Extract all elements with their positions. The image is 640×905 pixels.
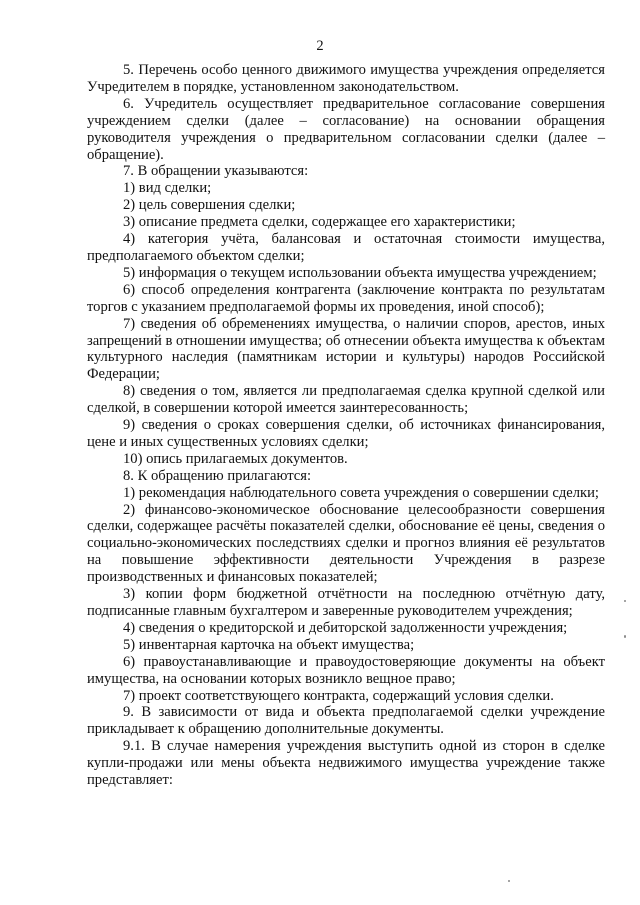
paragraph: 3) копии форм бюджетной отчётности на последнюю отчётную дату, подписанные главным бухгалтером и заверенные руководителем учреждения; bbox=[87, 586, 605, 619]
paragraph: 8) сведения о том, является ли предполагаемая сделка крупной сделкой или сделкой, в совершении которой имеется заинтересованность; bbox=[87, 383, 605, 417]
paragraph: 6. Учредитель осуществляет предварительное согласование совершения учреждением сделки (далее – согласование) на основании обращения руководителя учреждения о предварительном согласовании сделки (далее – обращение). bbox=[87, 95, 605, 163]
paragraph: 9) сведения о сроках совершения сделки, об источниках финансирования, цене и иных существенных условиях сделки; bbox=[87, 417, 605, 450]
paragraph: 7. В обращении указываются: bbox=[123, 163, 309, 180]
paragraph: 3) описание предмета сделки, содержащее его характеристики; bbox=[123, 214, 516, 231]
paragraph: 7) проект соответствующего контракта, содержащий условия сделки. bbox=[123, 687, 554, 704]
paragraph: 2) цель совершения сделки; bbox=[123, 197, 296, 214]
paragraph: 6) способ определения контрагента (заключение контракта по результатам торгов с указанием предполагаемой формы их проведения, иной способ); bbox=[87, 281, 605, 315]
paragraph: 2) финансово-экономическое обоснование целесообразности совершения сделки, содержащее расчёты показателей сделки, обоснование её цены, сведения о социально-экономических последствиях сделки и прогноз влияния её результатов на повышение эффективности деятельности Учреждения в разрезе производственных и финансовых показателей; bbox=[87, 501, 605, 586]
paragraph: 5. Перечень особо ценного движимого имущества учреждения определяется Учредителем в порядке, установленном законодательством. bbox=[87, 62, 605, 95]
paragraph: 9.1. В случае намерения учреждения выступить одной из сторон в сделке купли-продажи или мены объекта недвижимого имущества учреждение также представляет: bbox=[87, 738, 605, 789]
paragraph: 5) инвентарная карточка на объект имущества; bbox=[123, 636, 415, 653]
paragraph: 1) вид сделки; bbox=[123, 180, 212, 197]
scan-speck bbox=[624, 600, 626, 602]
paragraph: 1) рекомендация наблюдательного совета учреждения о совершении сделки; bbox=[123, 484, 599, 501]
paragraph: 7) сведения об обременениях имущества, о наличии споров, арестов, иных запрещений в отношении имущества; об отнесении объекта имущества к объектам культурного наследия (памятникам истории и культуры) народов Российской Федерации; bbox=[87, 315, 605, 383]
scan-speck bbox=[624, 635, 626, 638]
paragraph: 9. В зависимости от вида и объекта предполагаемой сделки учреждение прикладывает к обращению дополнительные документы. bbox=[87, 704, 605, 738]
page-number: 2 bbox=[316, 38, 324, 54]
paragraph: 10) опись прилагаемых документов. bbox=[123, 450, 348, 467]
paragraph: 4) категория учёта, балансовая и остаточная стоимости имущества, предполагаемого объектом сделки; bbox=[87, 231, 605, 264]
paragraph: 4) сведения о кредиторской и дебиторской задолженности учреждения; bbox=[123, 619, 568, 636]
scan-speck bbox=[508, 880, 510, 882]
document-body bbox=[87, 62, 605, 789]
paragraph: 6) правоустанавливающие и правоудостоверяющие документы на объект имущества, на основании которых возникло вещное право; bbox=[87, 653, 605, 687]
paragraph: 5) информация о текущем использовании объекта имущества учреждением; bbox=[123, 264, 597, 281]
paragraph: 8. К обращению прилагаются: bbox=[123, 467, 312, 484]
